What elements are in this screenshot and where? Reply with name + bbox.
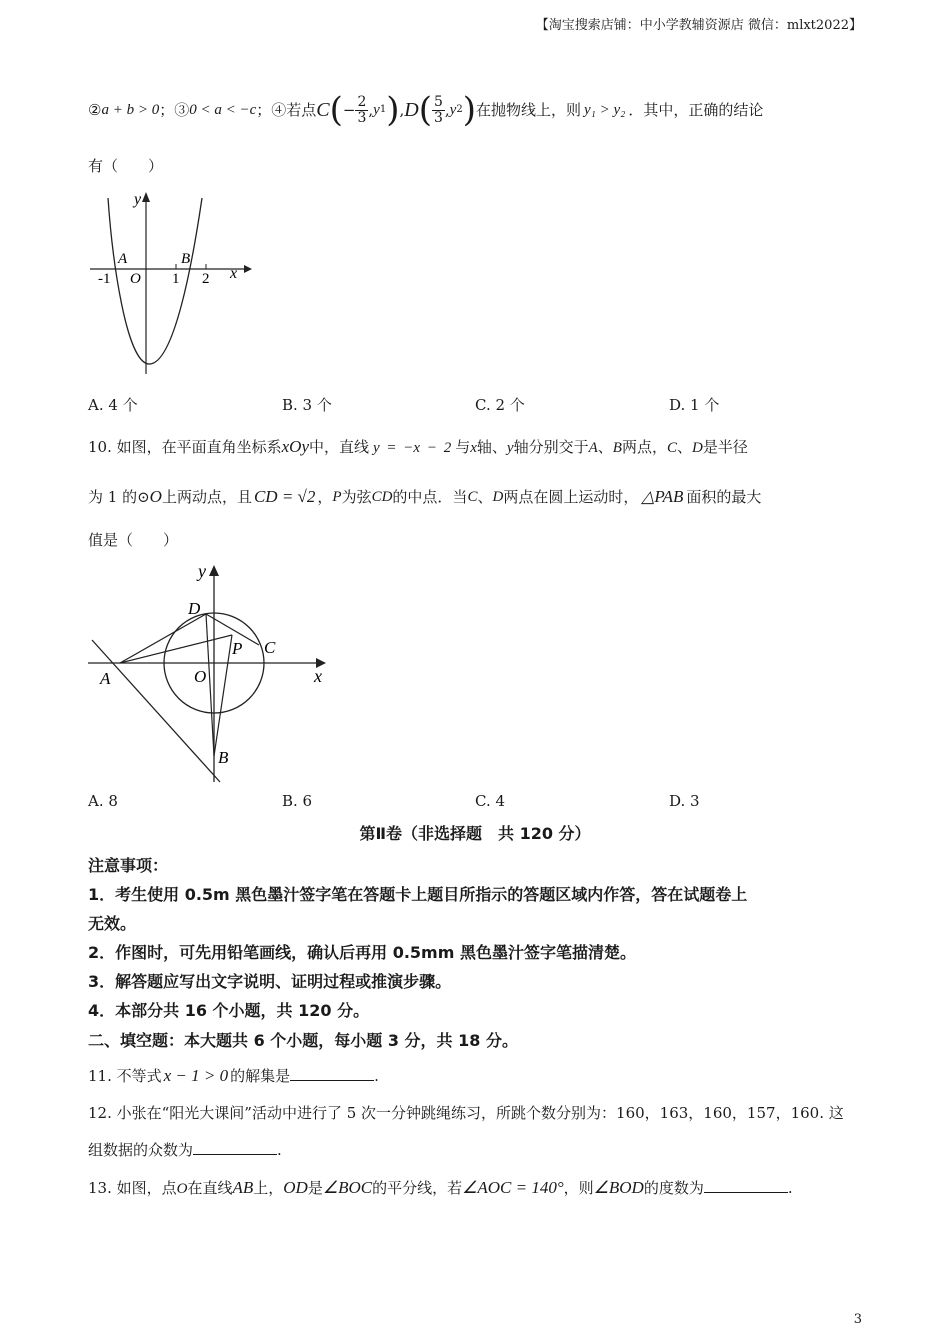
- q10-cd: CD: [371, 489, 393, 505]
- frac-den: 3: [433, 109, 443, 126]
- q11-answer-blank[interactable]: [290, 1066, 374, 1081]
- q9-option-a: A. 4 个: [88, 396, 138, 414]
- q10-b: B: [612, 440, 622, 456]
- q10-option-b: B. 6: [282, 792, 313, 810]
- q9-expr-ab: a + b > 0: [101, 102, 160, 118]
- q10-text: 与: [455, 438, 471, 456]
- q12-line1: 12. 小张在“阳光大课间”活动中进行了 5 次一分钟跳绳练习，所跳个数分别为：160，163，160，157，160. 这: [88, 1104, 844, 1122]
- q10-text: 为弦: [341, 488, 372, 506]
- q12-text: 组数据的众数为: [88, 1141, 194, 1159]
- q10-text: 、: [676, 438, 692, 456]
- q10-d: D: [692, 440, 703, 456]
- segment-ad: [120, 614, 206, 663]
- q13-text: 13. 如图，点: [88, 1179, 177, 1197]
- q13-angle-aoc: ∠AOC = 140°: [462, 1178, 564, 1197]
- q9-comma3: ,: [444, 101, 450, 119]
- q10-option-c: C. 4: [475, 792, 506, 810]
- q10-y: y: [506, 440, 514, 456]
- q10-xoy: xOy: [281, 437, 309, 456]
- q9-text: 在抛物线上，则: [475, 101, 581, 119]
- q9-frac-d: [432, 95, 445, 126]
- q12-period: .: [277, 1141, 282, 1159]
- q13-period: .: [787, 1179, 793, 1197]
- q9-sub2: 2: [456, 104, 463, 115]
- q10-p: P: [332, 489, 342, 505]
- q9-paren-close: ): [386, 90, 400, 130]
- x-axis-arrow: [244, 265, 252, 273]
- q13-text: 在直线: [187, 1179, 233, 1197]
- q10-a: A: [588, 440, 598, 456]
- parabola-curve: [108, 198, 202, 364]
- q10-x: x: [470, 440, 477, 456]
- q10-c: C: [467, 489, 478, 505]
- q10-text: 10. 如图，在平面直角坐标系: [88, 438, 282, 456]
- q10-line2: [88, 484, 761, 510]
- q9-paren-open2: (: [418, 90, 432, 130]
- q11-text: 11. 不等式: [88, 1067, 162, 1085]
- label-b: B: [181, 251, 191, 267]
- q11-period: .: [374, 1067, 379, 1085]
- q10-text: 上两动点，且: [161, 488, 252, 506]
- frac-num: 5: [433, 93, 443, 110]
- part-title: 二、填空题：本大题共 6 个小题，每小题 3 分，共 18 分。: [88, 1031, 518, 1050]
- q13-answer-blank[interactable]: [704, 1178, 788, 1193]
- q11-inequality: x − 1 > 0: [163, 1066, 229, 1085]
- label-x: x: [230, 265, 238, 282]
- q10-option-d: D. 3: [669, 792, 700, 810]
- q10-line1: [88, 437, 748, 458]
- q9-point-d: D: [404, 99, 419, 121]
- segment-db: [206, 614, 214, 756]
- q9-frac-c: [355, 95, 368, 126]
- q9-text: ②: [88, 101, 102, 119]
- q10-text: ，: [317, 488, 333, 506]
- q9-paren-close2: ): [462, 90, 476, 130]
- segment-ap: [120, 635, 232, 663]
- q10-text: 轴分别交于: [513, 438, 589, 456]
- label-a: A: [100, 669, 111, 688]
- label-a: A: [118, 251, 128, 267]
- q9-expr-a: 0 < a < −c: [189, 102, 257, 118]
- q12-line2: [88, 1140, 282, 1160]
- q10-circle-figure: [84, 560, 334, 785]
- label-1: 1: [172, 271, 180, 287]
- q10-text: 是半径: [702, 438, 748, 456]
- q9-option-d: D. 1 个: [669, 396, 720, 414]
- q9-parabola-figure: [84, 186, 254, 378]
- q13-o: O: [176, 1181, 188, 1197]
- notice-4: 4．本部分共 16 个小题，共 120 分。: [88, 1001, 370, 1020]
- label-o: O: [130, 271, 141, 287]
- q10-triangle: △PAB: [641, 487, 684, 506]
- label-d: D: [188, 599, 201, 618]
- label-b: B: [218, 748, 229, 767]
- q10-d: D: [492, 489, 504, 505]
- q10-c: C: [666, 440, 677, 456]
- q10-o: O: [149, 487, 162, 506]
- segment-pb: [214, 635, 232, 756]
- y-axis-arrow: [142, 192, 150, 202]
- notice-1: 1．考生使用 0.5m 黑色墨汁签字笔在答题卡上题目所指示的答题区域内作答，答在试题卷上: [88, 885, 748, 904]
- q9-text: ；④若点: [256, 101, 317, 119]
- label-2: 2: [202, 271, 210, 287]
- q9-ineq: y₁ > y₂: [584, 102, 626, 118]
- q9-option-b: B. 3 个: [282, 396, 332, 414]
- q9-line1: [88, 88, 763, 132]
- q9-point-c: C: [316, 99, 330, 121]
- q10-line-eq: y = −x − 2: [373, 440, 452, 456]
- q9-y1: y: [373, 102, 380, 118]
- notice-1-cont: 无效。: [88, 914, 137, 933]
- section-title: 第Ⅱ卷（非选择题 共 120 分）: [359, 824, 591, 843]
- q10-cd-eq: CD = √2: [253, 487, 316, 506]
- q10-text: 、: [597, 438, 613, 456]
- notice-2: 2．作图时，可先用铅笔画线，确认后再用 0.5mm 黑色墨汁签字笔描清楚。: [88, 943, 636, 962]
- notice-title: 注意事项：: [88, 856, 169, 875]
- q10-text: 的中点．当: [392, 488, 468, 506]
- notice-3: 3．解答题应写出文字说明、证明过程或推演步骤。: [88, 972, 452, 991]
- q13: [88, 1178, 793, 1199]
- q10-text: 轴、: [476, 438, 507, 456]
- label-o: O: [194, 667, 207, 686]
- q10-text: 两点在圆上运动时，: [503, 488, 639, 506]
- label-y: y: [198, 561, 206, 581]
- q11: [88, 1066, 379, 1086]
- label-minus1: -1: [98, 271, 111, 287]
- q11-text: 的解集是: [230, 1067, 291, 1085]
- q9-comma: ,: [368, 101, 374, 119]
- q13-angle-boc: ∠BOC: [322, 1178, 373, 1197]
- q9-text: ．其中，正确的结论: [628, 101, 764, 119]
- q9-y2: y: [449, 102, 457, 118]
- q10-text: 面积的最大: [686, 488, 762, 506]
- page-header: 【淘宝搜索店铺：中小学教辅资源店 微信：mlxt2022】: [535, 18, 862, 33]
- frac-num: 2: [357, 93, 367, 110]
- q13-angle-bod: ∠BOD: [593, 1178, 644, 1197]
- q9-text: ；③: [159, 101, 190, 119]
- q10-line3: 值是（ ）: [88, 531, 179, 549]
- q9-line2: 有（ ）: [88, 157, 164, 175]
- q13-text: 的平分线，若: [372, 1179, 463, 1197]
- q10-text: 中，直线: [309, 438, 370, 456]
- q10-option-a: A. 8: [88, 792, 118, 810]
- y-axis-arrow: [209, 565, 219, 576]
- q13-text: 上，: [253, 1179, 284, 1197]
- label-y: y: [134, 191, 142, 208]
- q12-answer-blank[interactable]: [193, 1140, 277, 1155]
- q9-sub1: 1: [379, 104, 387, 115]
- q9-minus: −: [342, 101, 356, 119]
- q9-option-c: C. 2 个: [475, 396, 525, 414]
- q9-paren-open: (: [329, 90, 343, 130]
- q13-text: 是: [307, 1179, 323, 1197]
- frac-den: 3: [357, 109, 367, 126]
- q9-comma2: ,: [399, 101, 405, 119]
- label-c: C: [264, 638, 276, 657]
- q10-text: 两点，: [621, 438, 667, 456]
- label-x: x: [314, 666, 322, 686]
- q13-ab: AB: [232, 1178, 254, 1197]
- q13-text: ，则: [563, 1179, 594, 1197]
- label-p: P: [232, 639, 243, 658]
- q13-od: OD: [283, 1178, 308, 1197]
- q10-text: 为 1 的⊙: [88, 488, 150, 506]
- page-number: 3: [853, 1312, 862, 1327]
- q10-text: 、: [477, 488, 493, 506]
- q13-text: 的度数为: [643, 1179, 704, 1197]
